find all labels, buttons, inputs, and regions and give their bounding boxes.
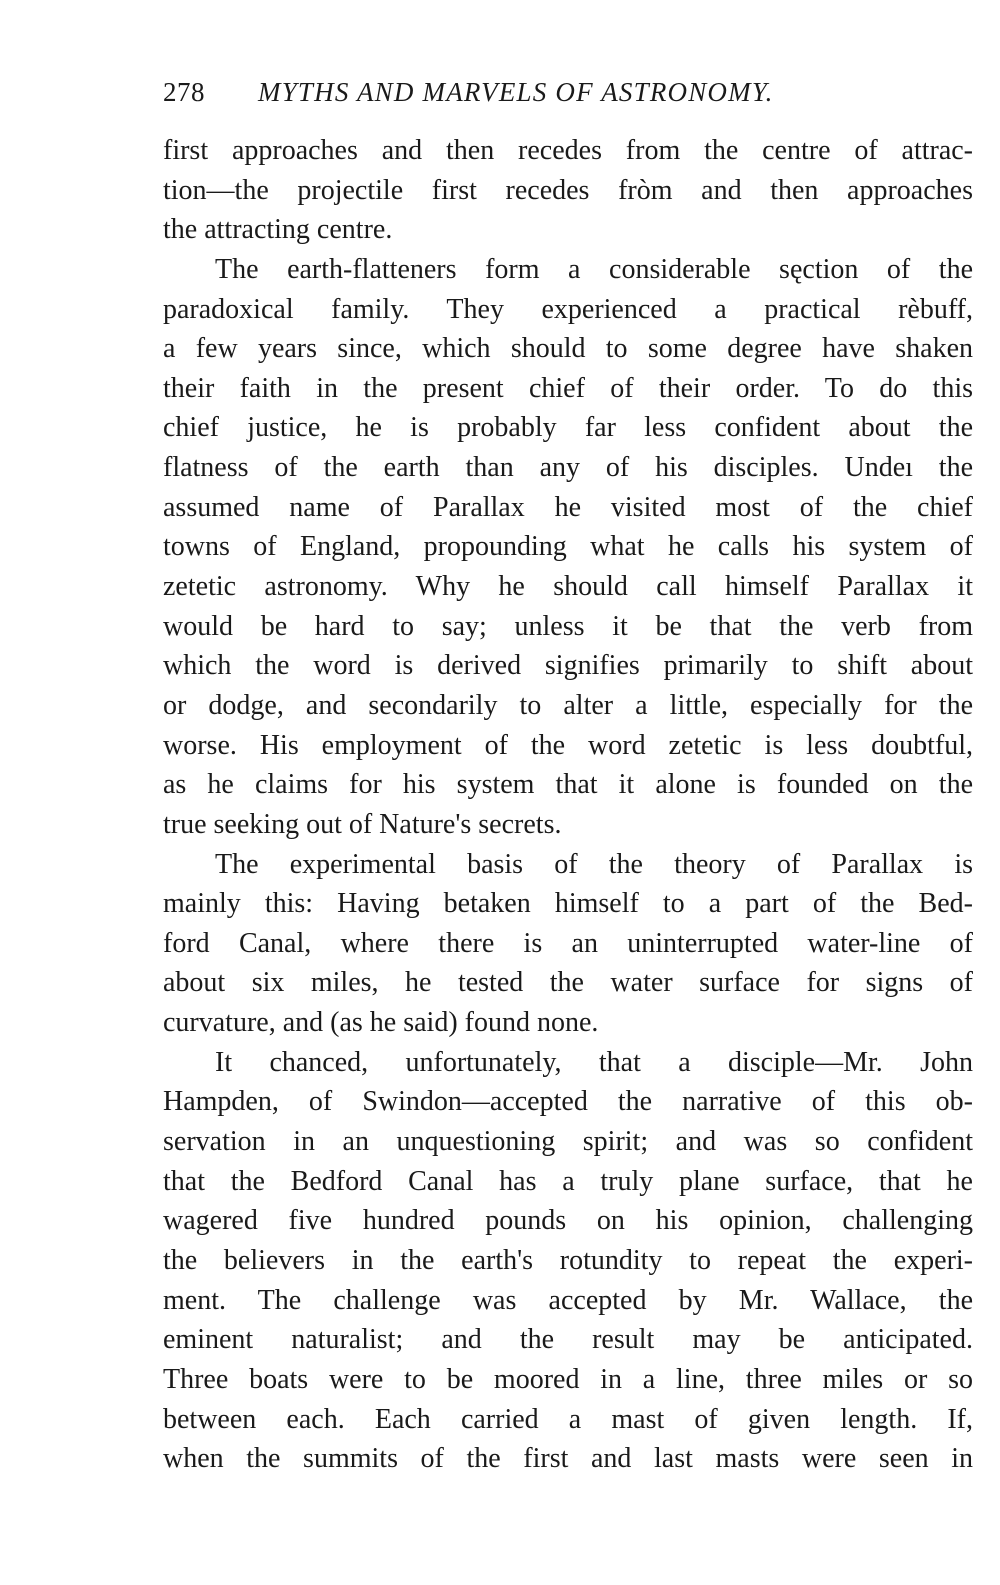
- text-line: true seeking out of Nature's secrets.: [163, 808, 562, 840]
- text-line: ford Canal, where there is an uninterrupted water-line of: [163, 927, 973, 959]
- running-head: [163, 72, 883, 112]
- text-line: about six miles, he tested the water surface for signs of: [163, 967, 973, 999]
- text-line: which the word is derived signifies primarily to shift about: [163, 650, 973, 682]
- text-line: wagered five hundred pounds on his opinion, challenging: [163, 1205, 973, 1237]
- text-line: that the Bedford Canal has a truly plane surface, that he: [163, 1165, 973, 1197]
- text-line: a few years since, which should to some degree have shaken: [163, 333, 973, 365]
- text-line: worse. His employment of the word zetetic is less doubtful,: [163, 729, 973, 761]
- text-line: when the summits of the first and last masts were seen in: [163, 1443, 973, 1475]
- text-line: ment. The challenge was accepted by Mr. Wallace, the: [163, 1284, 973, 1316]
- text-line: curvature, and (as he said) found none.: [163, 1007, 599, 1039]
- text-line: the attracting centre.: [163, 214, 393, 246]
- text-line: Hampden, of Swindon—accepted the narrative of this ob-: [163, 1086, 973, 1118]
- text-line: chief justice, he is probably far less confident about the: [163, 412, 973, 444]
- text-line: between each. Each carried a mast of given length. If,: [163, 1403, 973, 1435]
- text-line: eminent naturalist; and the result may be anticipated.: [163, 1324, 973, 1356]
- text-line: would be hard to say; unless it be that the verb from: [163, 610, 973, 642]
- text-line: as he claims for his system that it alone is founded on the: [163, 769, 973, 801]
- text-line: assumed name of Parallax he visited most of the chief: [163, 491, 973, 523]
- text-line: or dodge, and secondarily to alter a little, especially for the: [163, 689, 973, 721]
- text-line: first approaches and then recedes from the centre of attrac-: [163, 135, 973, 166]
- text-line: Three boats were to be moored in a line, three miles or so: [163, 1363, 973, 1395]
- paragraph-first-line: The experimental basis of the theory of Parallax is: [215, 848, 973, 880]
- text-line: the believers in the earth's rotundity to repeat the experi-: [163, 1244, 973, 1276]
- text-line: servation in an unquestioning spirit; and was so confident: [163, 1126, 973, 1158]
- running-title: MYTHS AND MARVELS OF ASTRONOMY.: [258, 77, 774, 107]
- text-line: tion—the projectile first recedes fròm and then approaches: [163, 174, 973, 206]
- text-line: paradoxical family. They experienced a practical rèbuff,: [163, 293, 973, 325]
- text-line: towns of England, propounding what he calls his system of: [163, 531, 973, 563]
- body-text: [163, 131, 973, 1479]
- text-line: their faith in the present chief of their order. To do this: [163, 372, 973, 404]
- page-number: 278: [163, 77, 205, 107]
- text-line: mainly this: Having betaken himself to a part of the Bed-: [163, 888, 973, 920]
- paragraph-first-line: The earth-flatteners form a considerable sęction of the: [215, 253, 973, 285]
- text-line: zetetic astronomy. Why he should call himself Parallax it: [163, 571, 973, 603]
- text-line: flatness of the earth than any of his disciples. Undeı the: [163, 452, 973, 484]
- paragraph-first-line: It chanced, unfortunately, that a disciple—Mr. John: [215, 1046, 973, 1078]
